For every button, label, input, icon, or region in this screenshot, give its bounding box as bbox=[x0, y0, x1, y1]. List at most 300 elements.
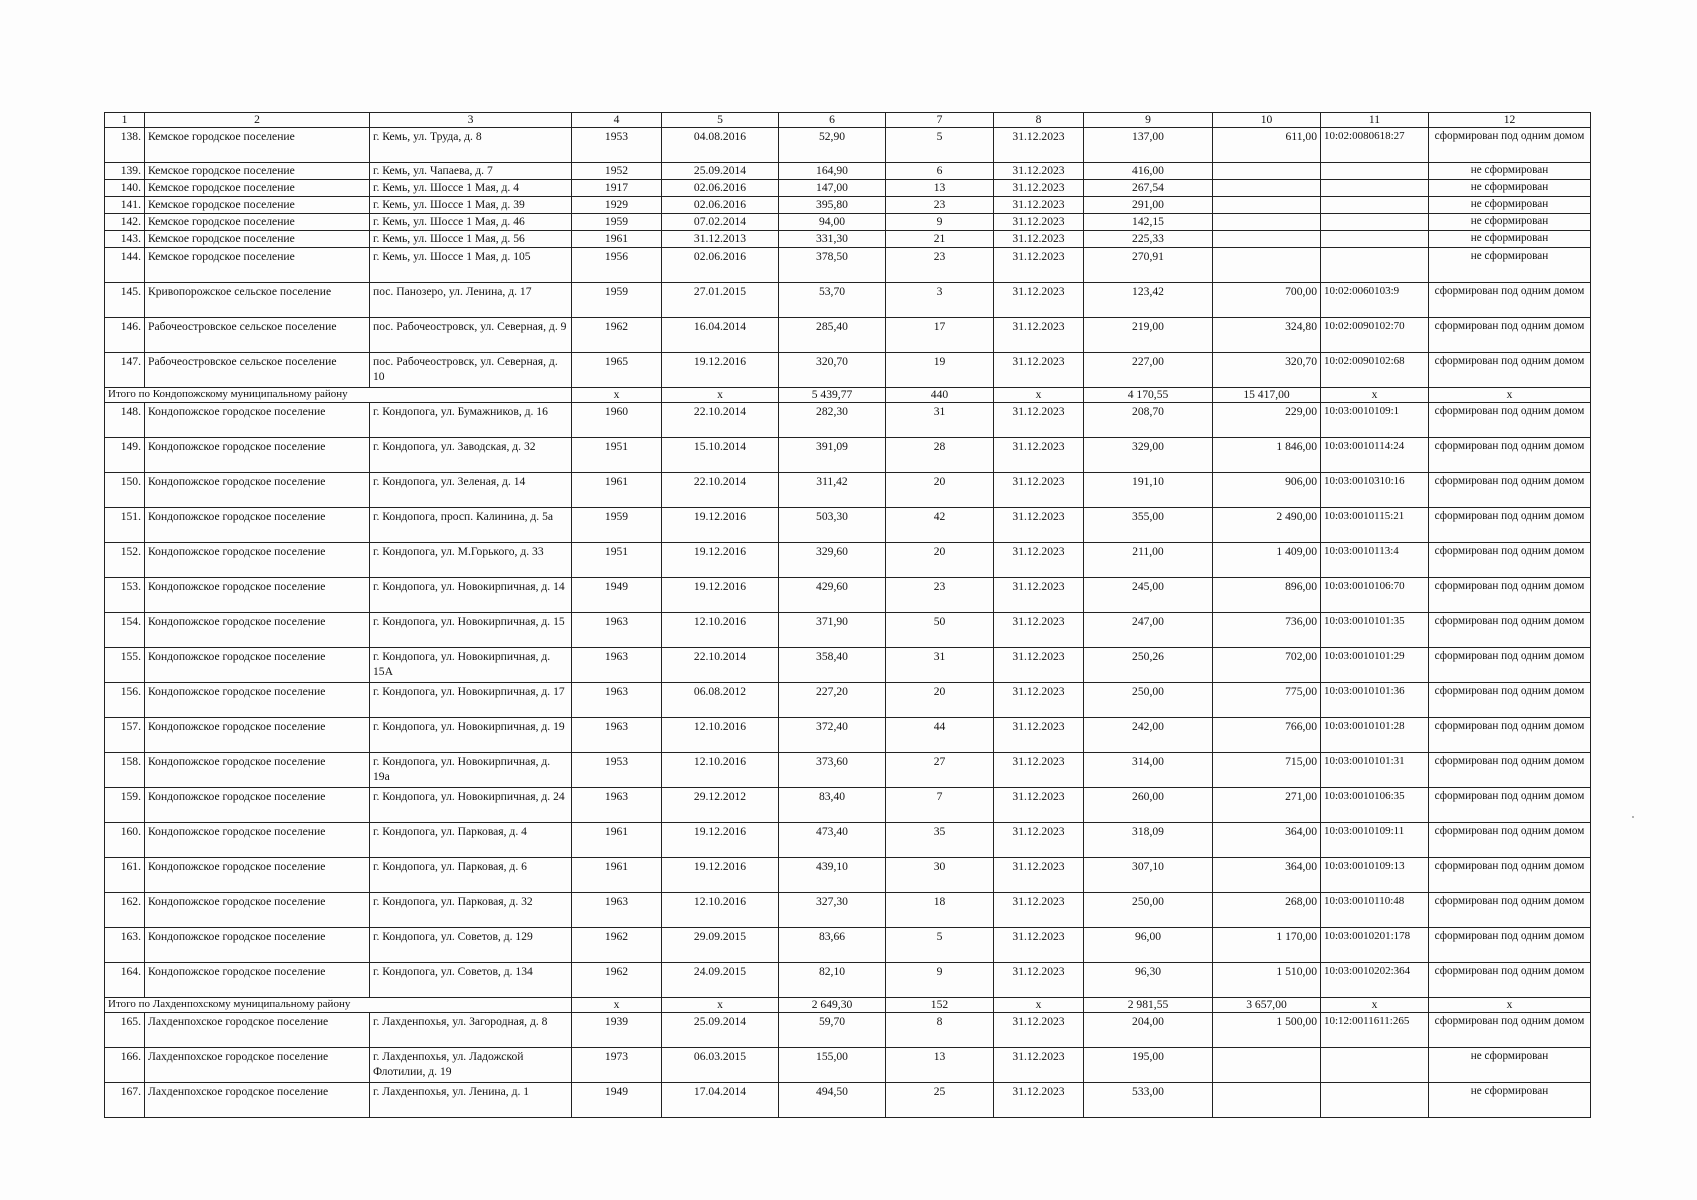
living-area-cell: 247,00 bbox=[1084, 613, 1213, 648]
year-built-cell: 1953 bbox=[572, 128, 662, 163]
land-area-cell: 906,00 bbox=[1213, 473, 1321, 508]
settlement-cell: Кондопожское городское поселение bbox=[145, 683, 370, 718]
land-plot-status-cell: сформирован под одним домом bbox=[1429, 578, 1591, 613]
district-total-label: Итого по Лахденпохскому муниципальному району bbox=[105, 998, 572, 1013]
area-cell: 83,40 bbox=[779, 788, 886, 823]
area-cell: 227,20 bbox=[779, 683, 886, 718]
settlement-cell: Кемское городское поселение bbox=[145, 248, 370, 283]
row-number-cell: 139. bbox=[105, 163, 145, 180]
resettlement-deadline-cell: 31.12.2023 bbox=[994, 753, 1084, 788]
land-plot-status-cell: сформирован под одним домом bbox=[1429, 403, 1591, 438]
settlement-cell: Кондопожское городское поселение bbox=[145, 823, 370, 858]
table-row bbox=[105, 753, 1591, 788]
table-row bbox=[105, 858, 1591, 893]
land-area-cell: 2 490,00 bbox=[1213, 508, 1321, 543]
land-area-cell bbox=[1213, 214, 1321, 231]
land-plot-status-cell: сформирован под одним домом bbox=[1429, 543, 1591, 578]
column-number-cell: 10 bbox=[1213, 113, 1321, 128]
living-area-cell: 260,00 bbox=[1084, 788, 1213, 823]
cadastral-number-cell: 10:03:0010310:16 bbox=[1321, 473, 1429, 508]
settlement-cell: Рабочеостровское сельское поселение bbox=[145, 318, 370, 353]
residents-count-cell: 5 bbox=[886, 928, 994, 963]
settlement-cell: Кондопожское городское поселение bbox=[145, 578, 370, 613]
year-built-cell: 1951 bbox=[572, 438, 662, 473]
address-cell: г. Кондопога, ул. Бумажников, д. 16 bbox=[370, 403, 572, 438]
recognition-date-cell: 02.06.2016 bbox=[662, 180, 779, 197]
land-area-cell: 324,80 bbox=[1213, 318, 1321, 353]
recognition-date-cell: 19.12.2016 bbox=[662, 823, 779, 858]
recognition-date-cell: 22.10.2014 bbox=[662, 473, 779, 508]
settlement-cell: Кемское городское поселение bbox=[145, 163, 370, 180]
total-cell: x bbox=[662, 998, 779, 1013]
row-number-cell: 154. bbox=[105, 613, 145, 648]
settlement-cell: Кондопожское городское поселение bbox=[145, 543, 370, 578]
land-area-cell bbox=[1213, 248, 1321, 283]
resettlement-deadline-cell: 31.12.2023 bbox=[994, 823, 1084, 858]
resettlement-deadline-cell: 31.12.2023 bbox=[994, 578, 1084, 613]
recognition-date-cell: 25.09.2014 bbox=[662, 1013, 779, 1048]
living-area-cell: 195,00 bbox=[1084, 1048, 1213, 1083]
residents-count-cell: 42 bbox=[886, 508, 994, 543]
table-row bbox=[105, 163, 1591, 180]
area-cell: 52,90 bbox=[779, 128, 886, 163]
address-cell: г. Кондопога, просп. Калинина, д. 5а bbox=[370, 508, 572, 543]
residents-count-cell: 21 bbox=[886, 231, 994, 248]
table-row bbox=[105, 718, 1591, 753]
area-cell: 285,40 bbox=[779, 318, 886, 353]
land-plot-status-cell: не сформирован bbox=[1429, 231, 1591, 248]
table-row bbox=[105, 438, 1591, 473]
settlement-cell: Кривопорожское сельское поселение bbox=[145, 283, 370, 318]
recognition-date-cell: 29.09.2015 bbox=[662, 928, 779, 963]
residents-count-cell: 23 bbox=[886, 248, 994, 283]
year-built-cell: 1961 bbox=[572, 858, 662, 893]
address-cell: г. Кемь, ул. Шоссе 1 Мая, д. 39 bbox=[370, 197, 572, 214]
address-cell: г. Кондопога, ул. Новокирпичная, д. 24 bbox=[370, 788, 572, 823]
area-cell: 329,60 bbox=[779, 543, 886, 578]
cadastral-number-cell bbox=[1321, 163, 1429, 180]
cadastral-number-cell: 10:03:0010106:70 bbox=[1321, 578, 1429, 613]
residents-count-cell: 13 bbox=[886, 1048, 994, 1083]
table-body bbox=[105, 113, 1591, 1118]
total-cell: x bbox=[1429, 388, 1591, 403]
living-area-cell: 191,10 bbox=[1084, 473, 1213, 508]
row-number-cell: 149. bbox=[105, 438, 145, 473]
table-row bbox=[105, 893, 1591, 928]
settlement-cell: Кондопожское городское поселение bbox=[145, 858, 370, 893]
residents-count-cell: 44 bbox=[886, 718, 994, 753]
resettlement-deadline-cell: 31.12.2023 bbox=[994, 283, 1084, 318]
year-built-cell: 1963 bbox=[572, 788, 662, 823]
land-plot-status-cell: не сформирован bbox=[1429, 197, 1591, 214]
cadastral-number-cell bbox=[1321, 1083, 1429, 1118]
total-cell: 4 170,55 bbox=[1084, 388, 1213, 403]
total-cell: x bbox=[572, 998, 662, 1013]
total-cell: x bbox=[662, 388, 779, 403]
address-cell: г. Кондопога, ул. Советов, д. 129 bbox=[370, 928, 572, 963]
address-cell: г. Кондопога, ул. Новокирпичная, д. 17 bbox=[370, 683, 572, 718]
address-cell: г. Кондопога, ул. Новокирпичная, д. 19а bbox=[370, 753, 572, 788]
area-cell: 83,66 bbox=[779, 928, 886, 963]
year-built-cell: 1952 bbox=[572, 163, 662, 180]
land-area-cell: 1 500,00 bbox=[1213, 1013, 1321, 1048]
resettlement-deadline-cell: 31.12.2023 bbox=[994, 718, 1084, 753]
cadastral-number-cell: 10:02:0080618:27 bbox=[1321, 128, 1429, 163]
table-row bbox=[105, 1048, 1591, 1083]
table-row bbox=[105, 578, 1591, 613]
cadastral-number-cell bbox=[1321, 197, 1429, 214]
resettlement-deadline-cell: 31.12.2023 bbox=[994, 473, 1084, 508]
residents-count-cell: 25 bbox=[886, 1083, 994, 1118]
residents-count-cell: 35 bbox=[886, 823, 994, 858]
table-row bbox=[105, 248, 1591, 283]
land-area-cell: 896,00 bbox=[1213, 578, 1321, 613]
recognition-date-cell: 22.10.2014 bbox=[662, 403, 779, 438]
table-row bbox=[105, 613, 1591, 648]
residents-count-cell: 9 bbox=[886, 963, 994, 998]
cadastral-number-cell bbox=[1321, 248, 1429, 283]
settlement-cell: Кемское городское поселение bbox=[145, 180, 370, 197]
land-plot-status-cell: сформирован под одним домом bbox=[1429, 823, 1591, 858]
living-area-cell: 96,00 bbox=[1084, 928, 1213, 963]
land-plot-status-cell: сформирован под одним домом bbox=[1429, 438, 1591, 473]
address-cell: г. Кемь, ул. Труда, д. 8 bbox=[370, 128, 572, 163]
row-number-cell: 147. bbox=[105, 353, 145, 388]
row-number-cell: 160. bbox=[105, 823, 145, 858]
cadastral-number-cell: 10:03:0010101:36 bbox=[1321, 683, 1429, 718]
living-area-cell: 355,00 bbox=[1084, 508, 1213, 543]
row-number-cell: 163. bbox=[105, 928, 145, 963]
recognition-date-cell: 19.12.2016 bbox=[662, 353, 779, 388]
row-number-cell: 157. bbox=[105, 718, 145, 753]
land-plot-status-cell: сформирован под одним домом bbox=[1429, 508, 1591, 543]
resettlement-deadline-cell: 31.12.2023 bbox=[994, 858, 1084, 893]
year-built-cell: 1962 bbox=[572, 928, 662, 963]
cadastral-number-cell: 10:03:0010115:21 bbox=[1321, 508, 1429, 543]
residents-count-cell: 31 bbox=[886, 403, 994, 438]
area-cell: 373,60 bbox=[779, 753, 886, 788]
resettlement-deadline-cell: 31.12.2023 bbox=[994, 928, 1084, 963]
district-total-row bbox=[105, 998, 1591, 1013]
column-number-cell: 8 bbox=[994, 113, 1084, 128]
residents-count-cell: 23 bbox=[886, 578, 994, 613]
settlement-cell: Кемское городское поселение bbox=[145, 128, 370, 163]
total-cell: x bbox=[994, 998, 1084, 1013]
settlement-cell: Кондопожское городское поселение bbox=[145, 788, 370, 823]
land-area-cell: 702,00 bbox=[1213, 648, 1321, 683]
area-cell: 155,00 bbox=[779, 1048, 886, 1083]
residents-count-cell: 13 bbox=[886, 180, 994, 197]
row-number-cell: 167. bbox=[105, 1083, 145, 1118]
address-cell: г. Кондопога, ул. Парковая, д. 6 bbox=[370, 858, 572, 893]
living-area-cell: 270,91 bbox=[1084, 248, 1213, 283]
cadastral-number-cell: 10:02:0090102:70 bbox=[1321, 318, 1429, 353]
row-number-cell: 155. bbox=[105, 648, 145, 683]
land-plot-status-cell: сформирован под одним домом bbox=[1429, 928, 1591, 963]
total-cell: 2 981,55 bbox=[1084, 998, 1213, 1013]
cadastral-number-cell bbox=[1321, 214, 1429, 231]
area-cell: 358,40 bbox=[779, 648, 886, 683]
area-cell: 59,70 bbox=[779, 1013, 886, 1048]
cadastral-number-cell: 10:03:0010101:31 bbox=[1321, 753, 1429, 788]
total-cell: x bbox=[572, 388, 662, 403]
recognition-date-cell: 27.01.2015 bbox=[662, 283, 779, 318]
column-number-row bbox=[105, 113, 1591, 128]
settlement-cell: Кондопожское городское поселение bbox=[145, 508, 370, 543]
residents-count-cell: 31 bbox=[886, 648, 994, 683]
living-area-cell: 208,70 bbox=[1084, 403, 1213, 438]
land-area-cell: 1 510,00 bbox=[1213, 963, 1321, 998]
total-cell: x bbox=[1321, 388, 1429, 403]
recognition-date-cell: 24.09.2015 bbox=[662, 963, 779, 998]
area-cell: 372,40 bbox=[779, 718, 886, 753]
address-cell: г. Кемь, ул. Шоссе 1 Мая, д. 4 bbox=[370, 180, 572, 197]
living-area-cell: 96,30 bbox=[1084, 963, 1213, 998]
table-row bbox=[105, 128, 1591, 163]
row-number-cell: 148. bbox=[105, 403, 145, 438]
settlement-cell: Кемское городское поселение bbox=[145, 231, 370, 248]
living-area-cell: 225,33 bbox=[1084, 231, 1213, 248]
table-row bbox=[105, 231, 1591, 248]
total-cell: x bbox=[994, 388, 1084, 403]
area-cell: 327,30 bbox=[779, 893, 886, 928]
area-cell: 94,00 bbox=[779, 214, 886, 231]
settlement-cell: Кондопожское городское поселение bbox=[145, 753, 370, 788]
row-number-cell: 151. bbox=[105, 508, 145, 543]
residents-count-cell: 18 bbox=[886, 893, 994, 928]
table-row bbox=[105, 473, 1591, 508]
table-row bbox=[105, 197, 1591, 214]
cadastral-number-cell: 10:03:0010101:35 bbox=[1321, 613, 1429, 648]
address-cell: г. Лахденпохья, ул. Ладожской Флотилии, д. 19 bbox=[370, 1048, 572, 1083]
cadastral-number-cell: 10:03:0010101:28 bbox=[1321, 718, 1429, 753]
recognition-date-cell: 22.10.2014 bbox=[662, 648, 779, 683]
living-area-cell: 211,00 bbox=[1084, 543, 1213, 578]
address-cell: г. Кондопога, ул. Парковая, д. 4 bbox=[370, 823, 572, 858]
area-cell: 53,70 bbox=[779, 283, 886, 318]
year-built-cell: 1963 bbox=[572, 718, 662, 753]
land-area-cell: 364,00 bbox=[1213, 858, 1321, 893]
land-plot-status-cell: не сформирован bbox=[1429, 163, 1591, 180]
recognition-date-cell: 12.10.2016 bbox=[662, 893, 779, 928]
table-row bbox=[105, 788, 1591, 823]
row-number-cell: 143. bbox=[105, 231, 145, 248]
cadastral-number-cell bbox=[1321, 231, 1429, 248]
area-cell: 282,30 bbox=[779, 403, 886, 438]
total-cell: 152 bbox=[886, 998, 994, 1013]
land-plot-status-cell: не сформирован bbox=[1429, 214, 1591, 231]
table-row bbox=[105, 508, 1591, 543]
land-area-cell: 320,70 bbox=[1213, 353, 1321, 388]
address-cell: г. Кондопога, ул. М.Горького, д. 33 bbox=[370, 543, 572, 578]
resettlement-deadline-cell: 31.12.2023 bbox=[994, 1048, 1084, 1083]
cadastral-number-cell: 10:03:0010114:24 bbox=[1321, 438, 1429, 473]
year-built-cell: 1962 bbox=[572, 318, 662, 353]
land-plot-status-cell: сформирован под одним домом bbox=[1429, 858, 1591, 893]
year-built-cell: 1959 bbox=[572, 283, 662, 318]
resettlement-deadline-cell: 31.12.2023 bbox=[994, 543, 1084, 578]
land-area-cell: 736,00 bbox=[1213, 613, 1321, 648]
recognition-date-cell: 31.12.2013 bbox=[662, 231, 779, 248]
resettlement-deadline-cell: 31.12.2023 bbox=[994, 353, 1084, 388]
table-row bbox=[105, 963, 1591, 998]
resettlement-deadline-cell: 31.12.2023 bbox=[994, 180, 1084, 197]
land-plot-status-cell: сформирован под одним домом bbox=[1429, 353, 1591, 388]
recognition-date-cell: 19.12.2016 bbox=[662, 543, 779, 578]
year-built-cell: 1961 bbox=[572, 473, 662, 508]
cadastral-number-cell: 10:03:0010109:13 bbox=[1321, 858, 1429, 893]
recognition-date-cell: 16.04.2014 bbox=[662, 318, 779, 353]
living-area-cell: 416,00 bbox=[1084, 163, 1213, 180]
row-number-cell: 152. bbox=[105, 543, 145, 578]
address-cell: г. Лахденпохья, ул. Загородная, д. 8 bbox=[370, 1013, 572, 1048]
residents-count-cell: 28 bbox=[886, 438, 994, 473]
table-row bbox=[105, 180, 1591, 197]
area-cell: 164,90 bbox=[779, 163, 886, 180]
living-area-cell: 318,09 bbox=[1084, 823, 1213, 858]
cadastral-number-cell: 10:03:0010202:364 bbox=[1321, 963, 1429, 998]
recognition-date-cell: 19.12.2016 bbox=[662, 858, 779, 893]
year-built-cell: 1963 bbox=[572, 648, 662, 683]
cadastral-number-cell bbox=[1321, 180, 1429, 197]
year-built-cell: 1953 bbox=[572, 753, 662, 788]
residents-count-cell: 17 bbox=[886, 318, 994, 353]
resettlement-deadline-cell: 31.12.2023 bbox=[994, 508, 1084, 543]
resettlement-deadline-cell: 31.12.2023 bbox=[994, 231, 1084, 248]
table-row bbox=[105, 648, 1591, 683]
total-cell: 2 649,30 bbox=[779, 998, 886, 1013]
recognition-date-cell: 25.09.2014 bbox=[662, 163, 779, 180]
living-area-cell: 250,00 bbox=[1084, 893, 1213, 928]
land-area-cell bbox=[1213, 1048, 1321, 1083]
table-row bbox=[105, 1013, 1591, 1048]
recognition-date-cell: 19.12.2016 bbox=[662, 578, 779, 613]
land-area-cell bbox=[1213, 180, 1321, 197]
row-number-cell: 159. bbox=[105, 788, 145, 823]
land-area-cell: 1 409,00 bbox=[1213, 543, 1321, 578]
resettlement-deadline-cell: 31.12.2023 bbox=[994, 1083, 1084, 1118]
recognition-date-cell: 19.12.2016 bbox=[662, 508, 779, 543]
year-built-cell: 1961 bbox=[572, 823, 662, 858]
total-cell: x bbox=[1321, 998, 1429, 1013]
area-cell: 439,10 bbox=[779, 858, 886, 893]
residents-count-cell: 20 bbox=[886, 543, 994, 578]
land-plot-status-cell: сформирован под одним домом bbox=[1429, 788, 1591, 823]
land-plot-status-cell: сформирован под одним домом bbox=[1429, 613, 1591, 648]
address-cell: г. Кондопога, ул. Заводская, д. 32 bbox=[370, 438, 572, 473]
land-plot-status-cell: сформирован под одним домом bbox=[1429, 963, 1591, 998]
address-cell: г. Кондопога, ул. Парковая, д. 32 bbox=[370, 893, 572, 928]
residents-count-cell: 7 bbox=[886, 788, 994, 823]
land-plot-status-cell: сформирован под одним домом bbox=[1429, 1013, 1591, 1048]
land-plot-status-cell: сформирован под одним домом bbox=[1429, 648, 1591, 683]
year-built-cell: 1956 bbox=[572, 248, 662, 283]
resettlement-deadline-cell: 31.12.2023 bbox=[994, 438, 1084, 473]
land-area-cell: 229,00 bbox=[1213, 403, 1321, 438]
land-area-cell: 1 846,00 bbox=[1213, 438, 1321, 473]
settlement-cell: Лахденпохское городское поселение bbox=[145, 1083, 370, 1118]
row-number-cell: 161. bbox=[105, 858, 145, 893]
resettlement-deadline-cell: 31.12.2023 bbox=[994, 248, 1084, 283]
settlement-cell: Кондопожское городское поселение bbox=[145, 438, 370, 473]
land-plot-status-cell: сформирован под одним домом bbox=[1429, 683, 1591, 718]
resettlement-deadline-cell: 31.12.2023 bbox=[994, 893, 1084, 928]
column-number-cell: 11 bbox=[1321, 113, 1429, 128]
land-plot-status-cell: сформирован под одним домом bbox=[1429, 893, 1591, 928]
year-built-cell: 1963 bbox=[572, 613, 662, 648]
table-row bbox=[105, 1083, 1591, 1118]
recognition-date-cell: 12.10.2016 bbox=[662, 753, 779, 788]
living-area-cell: 533,00 bbox=[1084, 1083, 1213, 1118]
living-area-cell: 250,26 bbox=[1084, 648, 1213, 683]
column-number-cell: 6 bbox=[779, 113, 886, 128]
residents-count-cell: 6 bbox=[886, 163, 994, 180]
settlement-cell: Кондопожское городское поселение bbox=[145, 893, 370, 928]
land-plot-status-cell: не сформирован bbox=[1429, 1048, 1591, 1083]
living-area-cell: 227,00 bbox=[1084, 353, 1213, 388]
settlement-cell: Кондопожское городское поселение bbox=[145, 648, 370, 683]
address-cell: г. Кондопога, ул. Новокирпичная, д. 19 bbox=[370, 718, 572, 753]
recognition-date-cell: 02.06.2016 bbox=[662, 248, 779, 283]
cadastral-number-cell: 10:02:0090102:68 bbox=[1321, 353, 1429, 388]
table-row bbox=[105, 683, 1591, 718]
resettlement-deadline-cell: 31.12.2023 bbox=[994, 1013, 1084, 1048]
land-area-cell bbox=[1213, 231, 1321, 248]
district-total-label: Итого по Кондопожскому муниципальному району bbox=[105, 388, 572, 403]
settlement-cell: Лахденпохское городское поселение bbox=[145, 1048, 370, 1083]
residents-count-cell: 9 bbox=[886, 214, 994, 231]
living-area-cell: 123,42 bbox=[1084, 283, 1213, 318]
living-area-cell: 307,10 bbox=[1084, 858, 1213, 893]
land-area-cell: 715,00 bbox=[1213, 753, 1321, 788]
address-cell: г. Кондопога, ул. Новокирпичная, д. 15А bbox=[370, 648, 572, 683]
area-cell: 371,90 bbox=[779, 613, 886, 648]
settlement-cell: Лахденпохское городское поселение bbox=[145, 1013, 370, 1048]
cadastral-number-cell: 10:02:0060103:9 bbox=[1321, 283, 1429, 318]
column-number-cell: 2 bbox=[145, 113, 370, 128]
address-cell: пос. Рабочеостровск, ул. Северная, д. 10 bbox=[370, 353, 572, 388]
year-built-cell: 1963 bbox=[572, 683, 662, 718]
land-area-cell: 364,00 bbox=[1213, 823, 1321, 858]
land-area-cell bbox=[1213, 197, 1321, 214]
column-number-cell: 4 bbox=[572, 113, 662, 128]
area-cell: 494,50 bbox=[779, 1083, 886, 1118]
residents-count-cell: 3 bbox=[886, 283, 994, 318]
row-number-cell: 156. bbox=[105, 683, 145, 718]
land-plot-status-cell: сформирован под одним домом bbox=[1429, 473, 1591, 508]
table-row bbox=[105, 403, 1591, 438]
land-plot-status-cell: сформирован под одним домом bbox=[1429, 753, 1591, 788]
year-built-cell: 1960 bbox=[572, 403, 662, 438]
year-built-cell: 1965 bbox=[572, 353, 662, 388]
total-cell: x bbox=[1429, 998, 1591, 1013]
row-number-cell: 164. bbox=[105, 963, 145, 998]
land-plot-status-cell: сформирован под одним домом bbox=[1429, 283, 1591, 318]
settlement-cell: Кемское городское поселение bbox=[145, 214, 370, 231]
resettlement-deadline-cell: 31.12.2023 bbox=[994, 963, 1084, 998]
settlement-cell: Кондопожское городское поселение bbox=[145, 928, 370, 963]
row-number-cell: 158. bbox=[105, 753, 145, 788]
cadastral-number-cell: 10:03:0010106:35 bbox=[1321, 788, 1429, 823]
resettlement-deadline-cell: 31.12.2023 bbox=[994, 318, 1084, 353]
resettlement-deadline-cell: 31.12.2023 bbox=[994, 788, 1084, 823]
land-area-cell: 611,00 bbox=[1213, 128, 1321, 163]
settlement-cell: Кондопожское городское поселение bbox=[145, 403, 370, 438]
recognition-date-cell: 12.10.2016 bbox=[662, 718, 779, 753]
cadastral-number-cell: 10:03:0010109:11 bbox=[1321, 823, 1429, 858]
land-plot-status-cell: не сформирован bbox=[1429, 248, 1591, 283]
recognition-date-cell: 07.02.2014 bbox=[662, 214, 779, 231]
